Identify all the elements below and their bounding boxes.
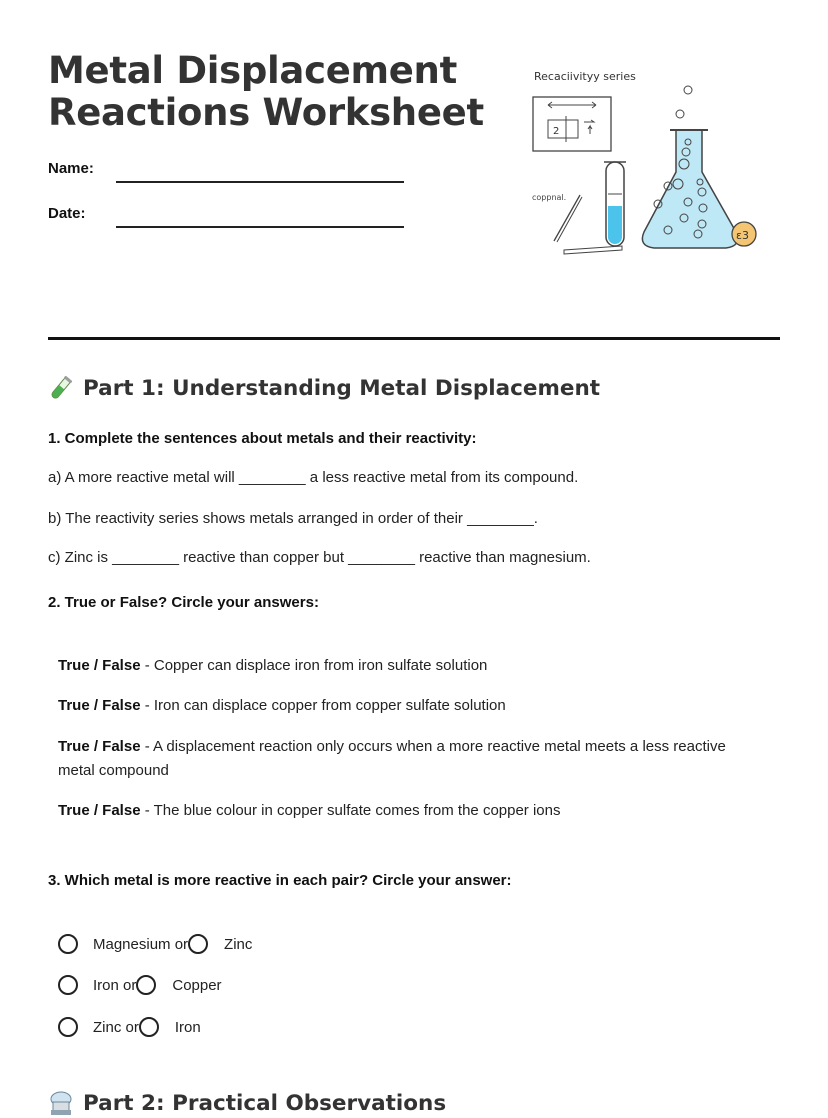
page-title: Metal Displacement Reactions Worksheet: [48, 49, 484, 134]
answer-circle[interactable]: [139, 1017, 159, 1037]
name-blank-line[interactable]: [116, 181, 404, 183]
answer-circle[interactable]: [58, 934, 78, 954]
part1-heading: [48, 375, 600, 401]
question-3-prompt: 3. Which metal is more reactive in each pair? Circle your answer:: [48, 872, 512, 889]
part2-heading: [48, 1090, 446, 1116]
part2-heading-text: Part 2: Practical Observations: [83, 1090, 447, 1116]
pair-first-option: Magnesium or: [93, 935, 189, 953]
name-field: [48, 160, 404, 177]
true-false-choice[interactable]: True / False: [58, 802, 141, 819]
pair-second-option: Copper: [172, 976, 222, 994]
name-label: Name:: [48, 160, 94, 177]
coin-icon: [732, 222, 756, 246]
date-label: Date:: [48, 205, 86, 222]
true-false-choice[interactable]: True / False: [58, 697, 141, 714]
date-field: [48, 205, 404, 222]
test-tube-illustration-icon: [604, 162, 626, 246]
question-1c: c) Zinc is ________ reactive than copper but ________ reactive than magnesium.: [48, 549, 591, 566]
answer-circle[interactable]: [188, 934, 208, 954]
svg-text:2: 2: [553, 126, 560, 137]
flask-illustration-icon: [642, 86, 737, 248]
true-false-choice[interactable]: True / False: [58, 657, 141, 674]
true-false-choice[interactable]: True / False: [58, 738, 141, 755]
pair-second-option: Zinc: [224, 935, 253, 953]
answer-circle[interactable]: [136, 975, 156, 995]
test-tube-icon: [48, 375, 74, 401]
metal-pair-3: [58, 1017, 201, 1037]
question-1-prompt: 1. Complete the sentences about metals and their reactivity:: [48, 430, 477, 447]
pair-first-option: Zinc or: [93, 1018, 139, 1036]
pair-second-option: Iron: [174, 1018, 201, 1036]
metal-pair-1: [58, 934, 252, 954]
header-divider: [48, 337, 780, 340]
true-false-item-2: True / False - Iron can displace copper from copper sulfate solution: [58, 697, 506, 714]
question-2-prompt: 2. True or False? Circle your answers:: [48, 594, 319, 611]
date-blank-line[interactable]: [116, 226, 404, 228]
microscope-icon: [48, 1090, 74, 1116]
illustration-caption-top: Recaciivityy series: [534, 70, 636, 83]
true-false-item-4: True / False - The blue colour in copper sulfate comes from the copper ions: [58, 802, 561, 819]
true-false-item-1: True / False - Copper can displace iron from iron sulfate solution: [58, 657, 488, 674]
lab-illustration: [528, 64, 778, 264]
answer-circle[interactable]: [58, 975, 78, 995]
svg-text:ɛ3: ɛ3: [736, 229, 749, 242]
question-1a: a) A more reactive metal will ________ a less reactive metal from its compound.: [48, 469, 579, 486]
answer-circle[interactable]: [58, 1017, 78, 1037]
metal-pair-2: [58, 975, 222, 995]
part1-heading-text: Part 1: Understanding Metal Displacement: [83, 375, 601, 401]
true-false-item-3: True / False - A displacement reaction only occurs when a more reactive metal meets a less reactive metal compound: [58, 738, 726, 779]
illustration-caption-left: coppnal.: [532, 193, 567, 202]
question-1b: b) The reactivity series shows metals arranged in order of their ________.: [48, 510, 538, 527]
pair-first-option: Iron or: [93, 976, 137, 994]
